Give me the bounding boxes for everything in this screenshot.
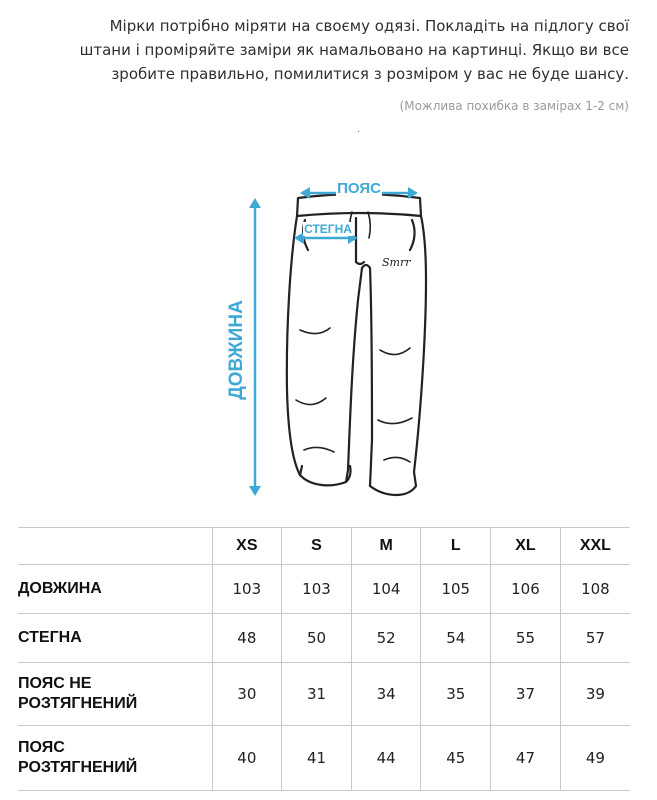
table-cell: 45 bbox=[421, 726, 491, 791]
table-cell: 52 bbox=[351, 614, 421, 663]
waist-label: ПОЯС bbox=[337, 180, 381, 197]
row-label-length: ДОВЖИНА bbox=[18, 565, 212, 614]
header-corner bbox=[18, 528, 212, 565]
table-cell: 50 bbox=[282, 614, 352, 663]
row-label-line: РОЗТЯГНЕНИЙ bbox=[18, 759, 138, 776]
table-cell: 47 bbox=[491, 726, 561, 791]
size-header-row bbox=[18, 528, 630, 565]
table-row-waist-stretched bbox=[18, 726, 630, 791]
table-cell: 48 bbox=[212, 614, 282, 663]
table-cell: 31 bbox=[282, 663, 352, 726]
table-cell: 34 bbox=[351, 663, 421, 726]
table-cell: 39 bbox=[560, 663, 630, 726]
row-label-waist-relaxed bbox=[18, 663, 212, 726]
size-header-s: S bbox=[282, 528, 352, 565]
table-cell: 41 bbox=[282, 726, 352, 791]
row-label-line: ПОЯС НЕ bbox=[18, 675, 92, 692]
table-cell: 104 bbox=[351, 565, 421, 614]
length-label: ДОВЖИНА bbox=[226, 300, 247, 400]
table-cell: 40 bbox=[212, 726, 282, 791]
dot-mark: . bbox=[357, 124, 361, 135]
size-header-xl: XL bbox=[491, 528, 561, 565]
row-label-hips: СТЕГНА bbox=[18, 614, 212, 663]
size-header-xxl: XXL bbox=[560, 528, 630, 565]
table-cell: 108 bbox=[560, 565, 630, 614]
hips-label: СТЕГНА bbox=[304, 222, 352, 236]
table-cell: 49 bbox=[560, 726, 630, 791]
instructions-line-1: Мірки потрібно міряти на своєму одязі. Покладіть на підлогу свої bbox=[109, 17, 629, 35]
length-arrow bbox=[249, 198, 261, 496]
table-cell: 44 bbox=[351, 726, 421, 791]
table-cell: 105 bbox=[421, 565, 491, 614]
table-cell: 55 bbox=[491, 614, 561, 663]
table-row-length bbox=[18, 565, 630, 614]
table-cell: 103 bbox=[212, 565, 282, 614]
table-cell: 106 bbox=[491, 565, 561, 614]
row-label-line: ПОЯС bbox=[18, 739, 65, 756]
table-cell: 37 bbox=[491, 663, 561, 726]
measurement-error-note: (Можлива похибка в замірах 1-2 см) bbox=[399, 99, 629, 113]
brand-logo: Smrr bbox=[382, 256, 411, 269]
table-row-waist-relaxed bbox=[18, 663, 630, 726]
table-cell: 103 bbox=[282, 565, 352, 614]
size-table bbox=[18, 527, 630, 791]
table-cell: 57 bbox=[560, 614, 630, 663]
table-cell: 35 bbox=[421, 663, 491, 726]
size-header-l: L bbox=[421, 528, 491, 565]
row-label-line: РОЗТЯГНЕНИЙ bbox=[18, 695, 138, 712]
table-row-hips bbox=[18, 614, 630, 663]
size-header-m: M bbox=[351, 528, 421, 565]
instructions-line-3: зробите правильно, помилитися з розміром у вас не буде шансу. bbox=[111, 65, 629, 83]
size-header-xs: XS bbox=[212, 528, 282, 565]
row-label-waist-stretched bbox=[18, 726, 212, 791]
table-cell: 54 bbox=[421, 614, 491, 663]
instructions-line-2: штани і проміряйте заміри як намальовано на картинці. Якщо ви все bbox=[79, 41, 629, 59]
table-cell: 30 bbox=[212, 663, 282, 726]
